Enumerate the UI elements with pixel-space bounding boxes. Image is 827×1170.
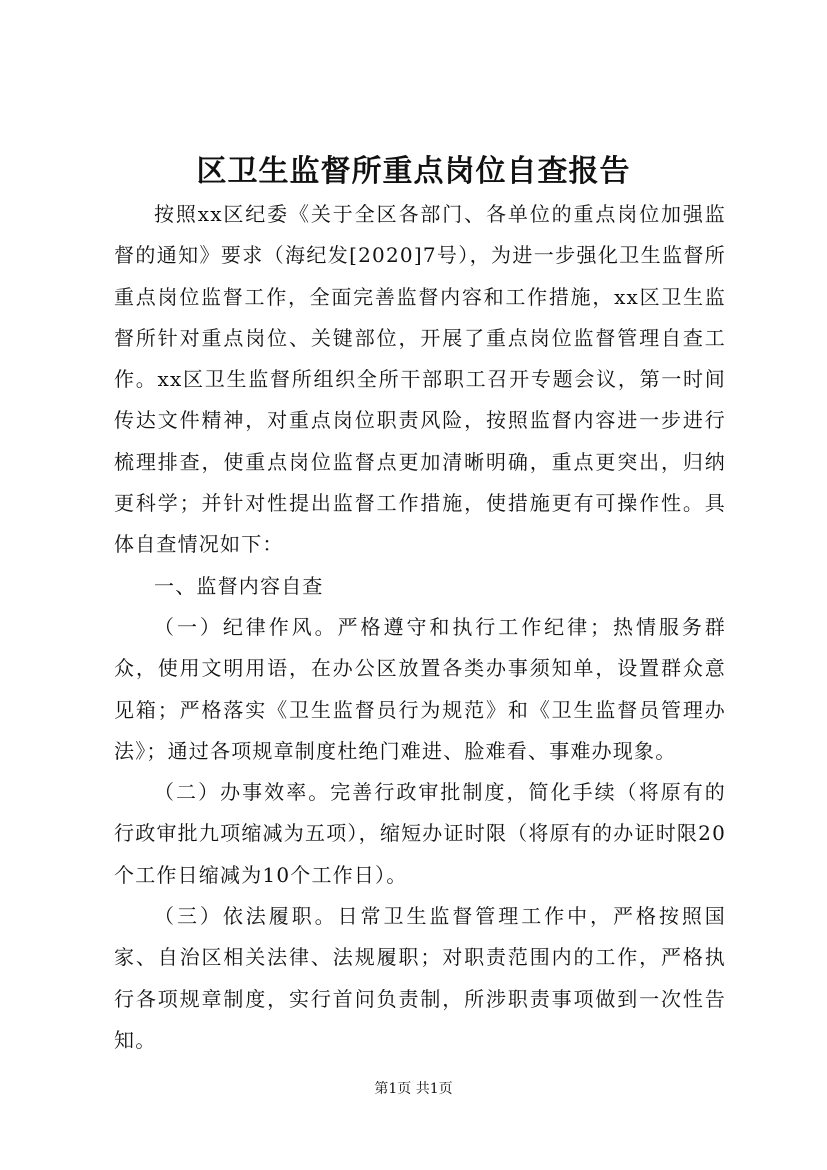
document-body bbox=[114, 194, 726, 1061]
efficiency-paragraph: （二）办事效率。完善行政审批制度，简化手续（将原有的行政审批九项缩减为五项），缩短办证时限（将原有的办证时限20个工作日缩减为10个工作日）。 bbox=[114, 780, 726, 887]
discipline-paragraph: （一）纪律作风。严格遵守和执行工作纪律；热情服务群众，使用文明用语，在办公区放置各类办事须知单，设置群众意见箱；严格落实《卫生监督员行为规范》和《卫生监督员管理办法》；通过各项规章制度杜绝门难进、脸难看、事难办现象。 bbox=[114, 614, 726, 763]
duty-paragraph: （三）依法履职。日常卫生监督管理工作中，严格按照国家、自治区相关法律、法规履职；对职责范围内的工作，严格执行各项规章制度，实行首问负责制，所涉职责事项做到一次性告知。 bbox=[114, 904, 726, 1052]
section-heading: 一、监督内容自查 bbox=[154, 573, 324, 598]
intro-paragraph: 按照xx区纪委《关于全区各部门、各单位的重点岗位加强监督的通知》要求（海纪发[2020]7号），为进一步强化卫生监督所重点岗位监督工作，全面完善监督内容和工作措施，xx区卫生监督所针对重点岗位、关键部位，开展了重点岗位监督管理自查工作。xx区卫生监督所组织全所干部职工召开专题会议，第一时间传达文件精神，对重点岗位职责风险，按照监督内容进一步进行梳理排查，使重点岗位监督点更加清晰明确，重点更突出，归纳更科学；并针对性提出监督工作措施，使措施更有可操作性。具体自查情况如下： bbox=[114, 202, 726, 557]
document-title: 区卫生监督所重点岗位自查报告 bbox=[196, 154, 631, 189]
page-footer: 第1页 共1页 bbox=[374, 1081, 453, 1097]
